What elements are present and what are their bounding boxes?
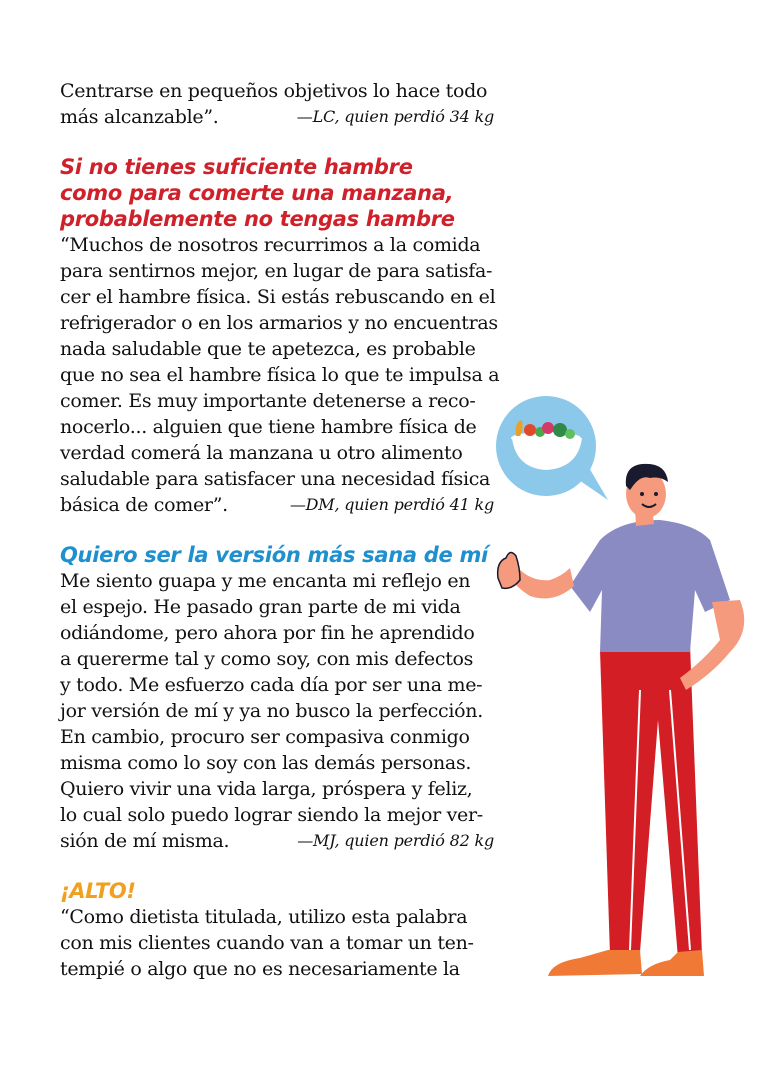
text-line: tempié o algo que no es necesariamente la	[60, 958, 460, 980]
heading-line: probablemente no tengas hambre	[60, 207, 455, 231]
shoe	[640, 950, 704, 976]
text-line: verdad comerá la manzana u otro alimento	[60, 442, 463, 464]
text-line: para sentirnos mejor, en lugar de para satisfa-	[60, 260, 493, 282]
text-line: “Muchos de nosotros recurrimos a la comida	[60, 234, 481, 256]
shoe	[548, 950, 642, 976]
heading-line: Quiero ser la versión más sana de mí	[60, 543, 488, 567]
section-heading-version	[60, 542, 500, 568]
text-line: odiándome, pero ahora por fin he aprendido	[60, 622, 475, 644]
text-line: Me siento guapa y me encanta mi reflejo en	[60, 570, 471, 592]
text-line: cer el hambre física. Si estás rebuscando en el	[60, 286, 496, 308]
man-illustration	[490, 390, 770, 990]
attribution: —MJ, quien perdió 82 kg	[297, 831, 494, 850]
text-line: nocerlo... alguien que tiene hambre física de	[60, 416, 477, 438]
text-line: el espejo. He pasado gran parte de mi vida	[60, 596, 461, 618]
text-line-end: sión de mí misma.	[60, 830, 230, 852]
intro-paragraph	[60, 78, 500, 130]
section-heading-alto	[60, 878, 500, 904]
shirt	[570, 520, 730, 652]
text-line	[60, 828, 500, 854]
version-paragraph	[60, 568, 500, 854]
text-line: comer. Es muy importante detenerse a reco-	[60, 390, 476, 412]
thumbs-up-icon	[498, 552, 520, 588]
text-line: nada saludable que te apetezca, es probable	[60, 338, 476, 360]
text-line	[60, 492, 500, 518]
article-column	[60, 78, 500, 982]
text-line: con mis clientes cuando van a tomar un ten-	[60, 932, 474, 954]
attribution: —LC, quien perdió 34 kg	[296, 107, 494, 126]
text-line: Quiero vivir una vida larga, próspera y feliz,	[60, 778, 473, 800]
text-line: lo cual solo puedo lograr siendo la mejor ver-	[60, 804, 483, 826]
text-line-end: básica de comer”.	[60, 494, 228, 516]
text-line: jor versión de mí y ya no busco la perfección.	[60, 700, 483, 722]
heading-line: ¡ALTO!	[60, 879, 136, 903]
text-line: refrigerador o en los armarios y no encuentras	[60, 312, 498, 334]
section-heading-hunger	[60, 154, 500, 232]
text-line: En cambio, procuro ser compasiva conmigo	[60, 726, 470, 748]
text-line-end: más alcanzable”.	[60, 106, 219, 128]
hunger-paragraph	[60, 232, 500, 518]
text-line: y todo. Me esfuerzo cada día por ser una me-	[60, 674, 483, 696]
attribution: —DM, quien perdió 41 kg	[289, 495, 494, 514]
heading-line: Si no tienes suficiente hambre	[60, 155, 413, 179]
speech-bubble-icon	[496, 396, 608, 500]
text-line: a quererme tal y como soy, con mis defectos	[60, 648, 474, 670]
text-line: que no sea el hambre física lo que te impulsa a	[60, 364, 500, 386]
heading-line: como para comerte una manzana,	[60, 181, 454, 205]
alto-paragraph	[60, 904, 500, 982]
text-line: “Como dietista titulada, utilizo esta palabra	[60, 906, 468, 928]
text-line: misma como lo soy con las demás personas.	[60, 752, 472, 774]
text-line	[60, 104, 500, 130]
text-line: saludable para satisfacer una necesidad física	[60, 468, 491, 490]
text-line: Centrarse en pequeños objetivos lo hace todo	[60, 80, 488, 102]
